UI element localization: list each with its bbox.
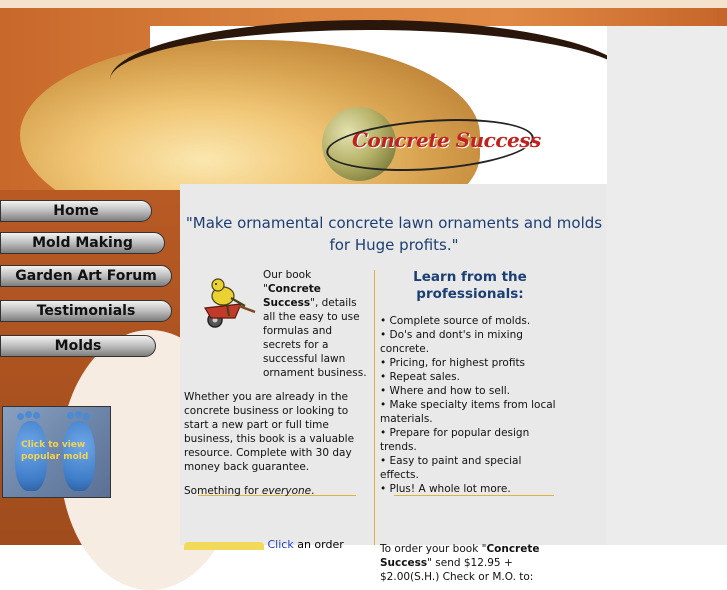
- toe-icon: [25, 411, 32, 418]
- site-logo[interactable]: Concrete Success: [352, 128, 541, 152]
- order-badge-icon: [184, 542, 264, 550]
- top-strip: [0, 0, 727, 8]
- benefit-list-item: • Pricing, for highest profits: [380, 357, 526, 369]
- book-intro-line: Our book: [263, 269, 312, 281]
- right-column: [380, 268, 560, 584]
- nav-testimonials-button[interactable]: Testimonials: [0, 300, 172, 322]
- benefit-list-item: • Repeat sales.: [380, 371, 460, 383]
- benefit-list-item: • Do's and dont's in mixing concrete.: [380, 329, 523, 355]
- toe-icon: [75, 411, 82, 418]
- nav-home-button[interactable]: Home: [0, 200, 152, 222]
- order-text: To order your book "Concrete Success" send $12.95 + $2.00(S.H.) Check or M.O. to:: [380, 543, 540, 583]
- toe-icon: [17, 413, 24, 420]
- benefit-list-item: • Easy to paint and special effects.: [380, 455, 522, 481]
- benefit-list-item: • Complete source of molds.: [380, 315, 531, 327]
- benefit-list-item: • Make specialty items from local materials.: [380, 399, 556, 425]
- click-order-row: Click an order: [184, 538, 368, 551]
- nav-molds-button[interactable]: Molds: [0, 335, 156, 357]
- column-divider: [374, 270, 375, 545]
- headline: "Make ornamental concrete lawn ornaments and molds for Huge profits.": [185, 214, 603, 254]
- benefit-list-item: • Plus! A whole lot more.: [380, 483, 511, 495]
- popular-mold-link[interactable]: [2, 406, 111, 498]
- learn-title: Learn from the professionals:: [413, 269, 527, 302]
- benefits-list: [380, 314, 560, 496]
- nav-mold-making-button[interactable]: Mold Making: [0, 232, 165, 254]
- toe-icon: [33, 412, 40, 419]
- click-order-link[interactable]: Click: [267, 538, 294, 551]
- toe-icon: [67, 412, 74, 419]
- toe-icon: [83, 413, 90, 420]
- popular-mold-caption: Click to view popular mold: [21, 440, 89, 462]
- benefit-list-item: • Where and how to sell.: [380, 385, 510, 397]
- right-gray-panel: [607, 26, 727, 545]
- everyone-paragraph: Something for everyone.: [184, 485, 315, 497]
- business-paragraph: Whether you are already in the concrete business or looking to start a new part or full time business, this book is a valuable resource. Complete with 30 day money back guarantee.: [184, 391, 355, 473]
- benefit-list-item: • Prepare for popular design trends.: [380, 427, 530, 453]
- nav-garden-art-forum-button[interactable]: Garden Art Forum: [0, 265, 172, 287]
- left-column: [184, 268, 368, 498]
- book-intro-text: "Concrete Success", details all the easy to use formulas and secrets for a successful lawn ornament business.: [263, 283, 367, 379]
